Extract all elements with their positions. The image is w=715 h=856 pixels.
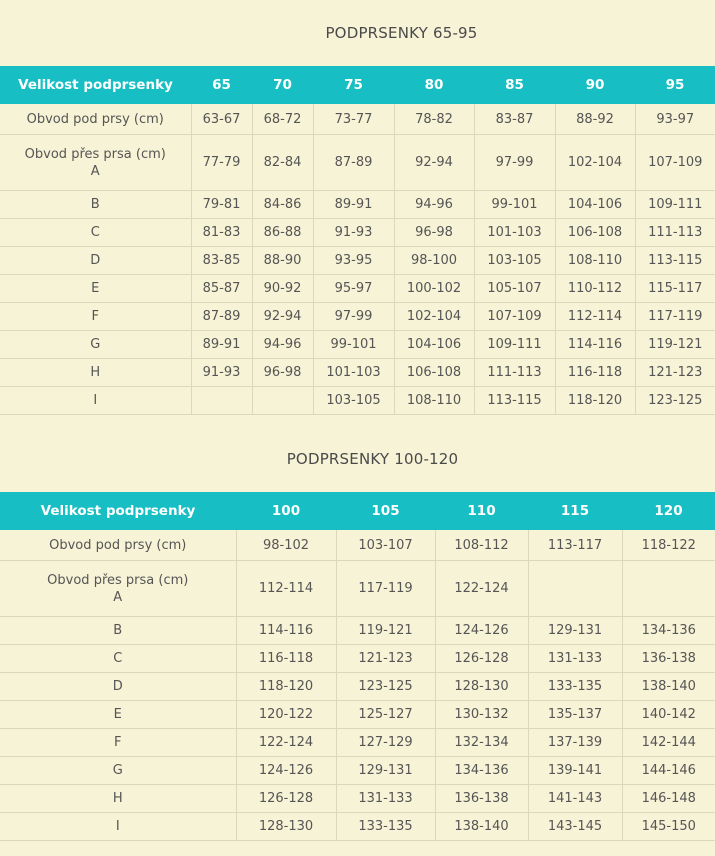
- table-cell: 143-145: [528, 813, 622, 841]
- table-cell: [191, 387, 252, 415]
- table-row: [0, 191, 715, 219]
- table-cell: 120-122: [236, 701, 336, 729]
- table-cell: 97-99: [474, 135, 555, 191]
- size-table-65-95: [0, 66, 715, 415]
- table-cell: 78-82: [394, 104, 474, 135]
- table-cell: 82-84: [252, 135, 313, 191]
- table-cell: 106-108: [394, 359, 474, 387]
- row-label: Obvod přes prsa (cm) A: [0, 561, 236, 617]
- table-cell: 107-109: [635, 135, 715, 191]
- header-size: 75: [313, 66, 394, 104]
- table-cell: 92-94: [394, 135, 474, 191]
- table-cell: 134-136: [622, 617, 715, 645]
- row-label: G: [0, 757, 236, 785]
- table-cell: 129-131: [528, 617, 622, 645]
- table-cell: 119-121: [336, 617, 435, 645]
- header-label: Velikost podprsenky: [0, 66, 191, 104]
- size-table-100-120: [0, 492, 715, 841]
- table-cell: 142-144: [622, 729, 715, 757]
- table-row: [0, 645, 715, 673]
- table-row: [0, 275, 715, 303]
- table-cell: 94-96: [394, 191, 474, 219]
- table-header-row: [0, 66, 715, 104]
- header-size: 95: [635, 66, 715, 104]
- table-row: [0, 359, 715, 387]
- table-cell: 81-83: [191, 219, 252, 247]
- table-cell: 114-116: [236, 617, 336, 645]
- table-cell: 98-102: [236, 530, 336, 561]
- table-cell: 116-118: [555, 359, 635, 387]
- table-cell: 92-94: [252, 303, 313, 331]
- table-cell: 88-90: [252, 247, 313, 275]
- header-size: 80: [394, 66, 474, 104]
- table-cell: 96-98: [394, 219, 474, 247]
- table-cell: 83-87: [474, 104, 555, 135]
- table-cell: 128-130: [435, 673, 528, 701]
- table-cell: 118-122: [622, 530, 715, 561]
- table-cell: 140-142: [622, 701, 715, 729]
- size-table-65-95-title: PODPRSENKY 65-95: [325, 24, 478, 42]
- row-label: D: [0, 673, 236, 701]
- table-row: [0, 247, 715, 275]
- table-cell: 79-81: [191, 191, 252, 219]
- table-row: [0, 757, 715, 785]
- row-label: B: [0, 191, 191, 219]
- table-cell: 83-85: [191, 247, 252, 275]
- row-label: E: [0, 701, 236, 729]
- table-cell: 118-120: [555, 387, 635, 415]
- row-label: Obvod pod prsy (cm): [49, 537, 187, 553]
- table-cell: 137-139: [528, 729, 622, 757]
- table-cell: 73-77: [313, 104, 394, 135]
- table-cell: [622, 561, 715, 617]
- table-cell: 138-140: [622, 673, 715, 701]
- table-cell: 98-100: [394, 247, 474, 275]
- table-cell: 91-93: [191, 359, 252, 387]
- table-cell: 106-108: [555, 219, 635, 247]
- table-row: [0, 785, 715, 813]
- table-cell: 103-107: [336, 530, 435, 561]
- table-row: [0, 331, 715, 359]
- table-cell: 104-106: [394, 331, 474, 359]
- table-cell: 97-99: [313, 303, 394, 331]
- table-cell: 113-115: [474, 387, 555, 415]
- table-row: [0, 561, 715, 617]
- table-cell: 123-125: [336, 673, 435, 701]
- table-row: [0, 617, 715, 645]
- table-cell: 145-150: [622, 813, 715, 841]
- table-cell: 134-136: [435, 757, 528, 785]
- table-cell: 96-98: [252, 359, 313, 387]
- row-label: Obvod přes prsa (cm) A: [0, 135, 191, 191]
- table-cell: 102-104: [394, 303, 474, 331]
- table-cell: 116-118: [236, 645, 336, 673]
- table-cell: 93-95: [313, 247, 394, 275]
- table-cell: 130-132: [435, 701, 528, 729]
- table-cell: 99-101: [313, 331, 394, 359]
- table-cell: 115-117: [635, 275, 715, 303]
- table-row: [0, 729, 715, 757]
- table-cell: 111-113: [635, 219, 715, 247]
- table-cell: 124-126: [236, 757, 336, 785]
- table-cell: 103-105: [474, 247, 555, 275]
- table-cell: 100-102: [394, 275, 474, 303]
- row-label: H: [0, 359, 191, 387]
- table-cell: 95-97: [313, 275, 394, 303]
- table-cell: 122-124: [435, 561, 528, 617]
- table-cell: 102-104: [555, 135, 635, 191]
- row-label: I: [0, 387, 191, 415]
- header-size: 115: [528, 492, 622, 530]
- table-cell: 139-141: [528, 757, 622, 785]
- table-cell: 123-125: [635, 387, 715, 415]
- table-cell: 63-67: [191, 104, 252, 135]
- table-row: [0, 530, 715, 561]
- table-cell: 77-79: [191, 135, 252, 191]
- table-cell: 105-107: [474, 275, 555, 303]
- table-cell: 111-113: [474, 359, 555, 387]
- table-cell: 87-89: [191, 303, 252, 331]
- table-cell: 144-146: [622, 757, 715, 785]
- header-size: 90: [555, 66, 635, 104]
- table-cell: 103-105: [313, 387, 394, 415]
- table-cell: 112-114: [236, 561, 336, 617]
- header-size: 110: [435, 492, 528, 530]
- table-cell: 126-128: [435, 645, 528, 673]
- table-cell: 107-109: [474, 303, 555, 331]
- table-cell: 126-128: [236, 785, 336, 813]
- table-cell: 146-148: [622, 785, 715, 813]
- table-cell: 88-92: [555, 104, 635, 135]
- table-row: [0, 303, 715, 331]
- table-cell: 131-133: [336, 785, 435, 813]
- table-cell: 104-106: [555, 191, 635, 219]
- table-cell: 93-97: [635, 104, 715, 135]
- row-label: C: [0, 219, 191, 247]
- table-cell: 108-112: [435, 530, 528, 561]
- table-row: [0, 701, 715, 729]
- table-cell: 131-133: [528, 645, 622, 673]
- table-cell: 110-112: [555, 275, 635, 303]
- row-label: F: [0, 303, 191, 331]
- table-cell: 113-115: [635, 247, 715, 275]
- row-label: B: [0, 617, 236, 645]
- header-size: 100: [236, 492, 336, 530]
- table-cell: 133-135: [528, 673, 622, 701]
- table-row: [0, 673, 715, 701]
- table-cell: 109-111: [635, 191, 715, 219]
- table-cell: 86-88: [252, 219, 313, 247]
- table-cell: 141-143: [528, 785, 622, 813]
- table-cell: 108-110: [555, 247, 635, 275]
- table-cell: 90-92: [252, 275, 313, 303]
- row-label: G: [0, 331, 191, 359]
- table-cell: 87-89: [313, 135, 394, 191]
- table-cell: 122-124: [236, 729, 336, 757]
- header-size: 85: [474, 66, 555, 104]
- table-cell: 136-138: [622, 645, 715, 673]
- table-cell: 101-103: [474, 219, 555, 247]
- table-cell: 124-126: [435, 617, 528, 645]
- table-cell: 91-93: [313, 219, 394, 247]
- header-size: 120: [622, 492, 715, 530]
- table-header-row: [0, 492, 715, 530]
- table-cell: 114-116: [555, 331, 635, 359]
- table-cell: 101-103: [313, 359, 394, 387]
- table-row: [0, 135, 715, 191]
- row-label: D: [0, 247, 191, 275]
- table-cell: [528, 561, 622, 617]
- row-label: H: [0, 785, 236, 813]
- table-cell: 133-135: [336, 813, 435, 841]
- table-cell: 85-87: [191, 275, 252, 303]
- row-label: C: [0, 645, 236, 673]
- table-cell: 117-119: [635, 303, 715, 331]
- table-cell: 108-110: [394, 387, 474, 415]
- table-cell: 68-72: [252, 104, 313, 135]
- table-cell: 125-127: [336, 701, 435, 729]
- table-cell: 112-114: [555, 303, 635, 331]
- header-size: 70: [252, 66, 313, 104]
- table-row: [0, 219, 715, 247]
- table-cell: 127-129: [336, 729, 435, 757]
- table-cell: 121-123: [336, 645, 435, 673]
- table-cell: 135-137: [528, 701, 622, 729]
- table-cell: 89-91: [191, 331, 252, 359]
- size-table-100-120-title: PODPRSENKY 100-120: [286, 450, 459, 468]
- table-cell: 121-123: [635, 359, 715, 387]
- table-cell: 84-86: [252, 191, 313, 219]
- row-label: Obvod pod prsy (cm): [26, 111, 164, 127]
- table-row: [0, 104, 715, 135]
- row-label: F: [0, 729, 236, 757]
- table-cell: 117-119: [336, 561, 435, 617]
- table-row: [0, 387, 715, 415]
- table-cell: 99-101: [474, 191, 555, 219]
- table-cell: 109-111: [474, 331, 555, 359]
- table-cell: [252, 387, 313, 415]
- table-cell: 138-140: [435, 813, 528, 841]
- table-row: [0, 813, 715, 841]
- table-cell: 128-130: [236, 813, 336, 841]
- table-cell: 113-117: [528, 530, 622, 561]
- table-cell: 118-120: [236, 673, 336, 701]
- table-cell: 129-131: [336, 757, 435, 785]
- header-label: Velikost podprsenky: [0, 492, 236, 530]
- table-cell: 119-121: [635, 331, 715, 359]
- header-size: 65: [191, 66, 252, 104]
- row-label: E: [0, 275, 191, 303]
- table-cell: 136-138: [435, 785, 528, 813]
- header-size: 105: [336, 492, 435, 530]
- table-cell: 89-91: [313, 191, 394, 219]
- row-label: I: [0, 813, 236, 841]
- table-cell: 94-96: [252, 331, 313, 359]
- table-cell: 132-134: [435, 729, 528, 757]
